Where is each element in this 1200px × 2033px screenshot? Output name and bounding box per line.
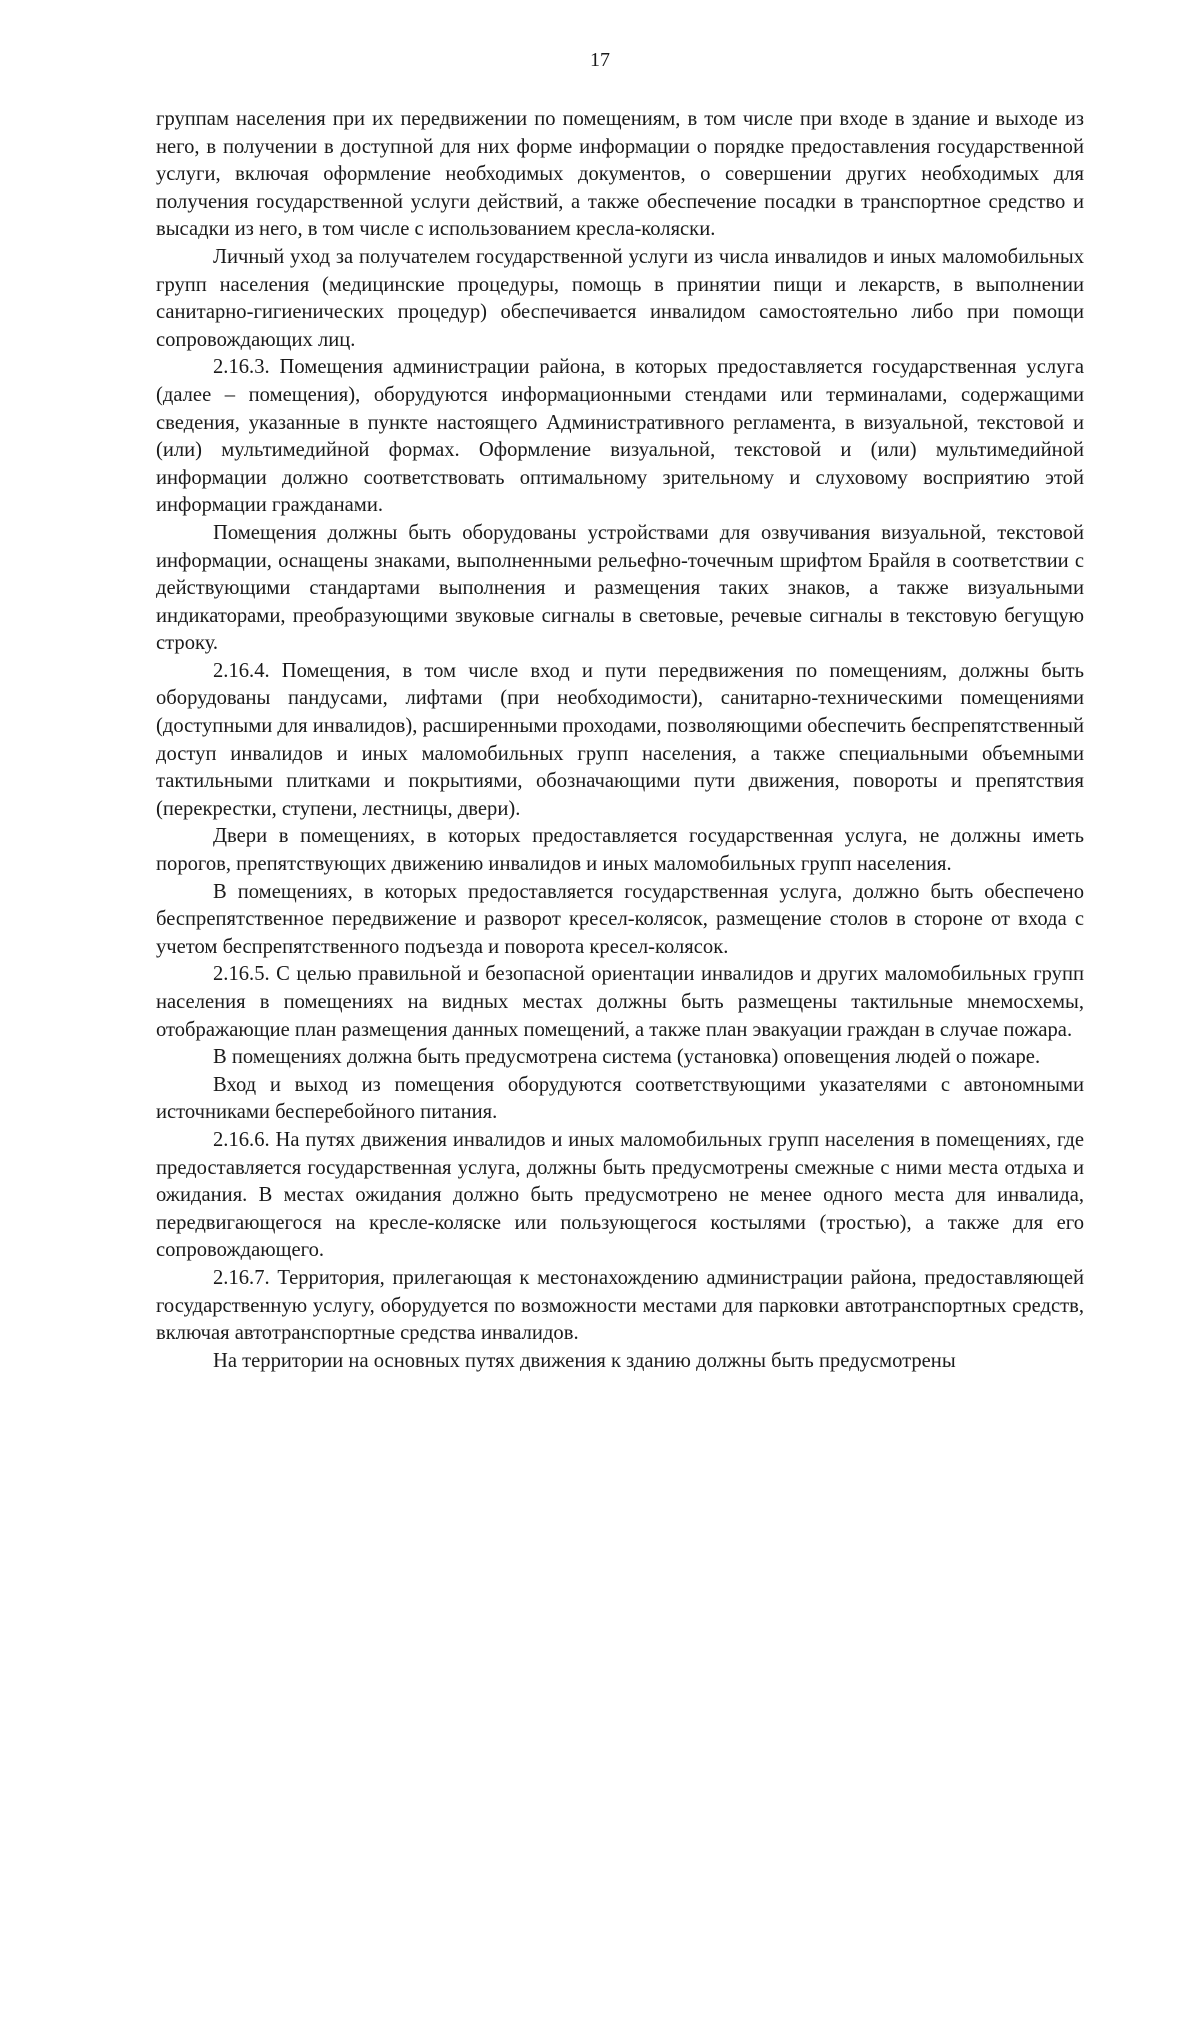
document-body [156, 106, 1084, 1375]
paragraph: 2.16.3. Помещения администрации района, в которых предоставляется государственная услуга (далее – помещения), оборудуются информационными стендами или терминалами, содержащими сведения, указанные в пункте настоящего Административного регламента, в визуальной, текстовой и (или) мультимедийной формах. Оформление визуальной, текстовой и (или) мультимедийной информации должно соответствовать оптимальному зрительному и слуховому восприятию этой информации гражданами. [156, 356, 1084, 517]
paragraph: 2.16.5. С целью правильной и безопасной ориентации инвалидов и других маломобильных групп населения в помещениях на видных местах должны быть размещены тактильные мнемосхемы, отображающие план размещения данных помещений, а также план эвакуации граждан в случае пожара. [156, 963, 1084, 1041]
paragraph: Вход и выход из помещения оборудуются соответствующими указателями с автономными источниками бесперебойного питания. [156, 1073, 1084, 1124]
paragraph: В помещениях должна быть предусмотрена система (установка) оповещения людей о пожаре. [213, 1046, 1041, 1069]
paragraph: Помещения должны быть оборудованы устройствами для озвучивания визуальной, текстовой информации, оснащены знаками, выполненными рельефно-точечным шрифтом Брайля в соответствии с действующими стандартами выполнения и размещения таких знаков, а также визуальными индикаторами, преобразующими звуковые сигналы в световые, речевые сигналы в текстовую бегущую строку. [156, 521, 1084, 655]
page-number: 17 [590, 49, 610, 71]
paragraph: На территории на основных путях движения к зданию должны быть предусмотрены [213, 1349, 956, 1372]
paragraph: Двери в помещениях, в которых предоставляется государственная услуга, не должны иметь порогов, препятствующих движению инвалидов и иных маломобильных групп населения. [156, 825, 1084, 876]
paragraph: 2.16.4. Помещения, в том числе вход и пути передвижения по помещениям, должны быть оборудованы пандусами, лифтами (при необходимости), санитарно-техническими помещениями (доступными для инвалидов), расширенными проходами, позволяющими обеспечить беспрепятственный доступ инвалидов и иных маломобильных групп населения, а также специальными объемными тактильными плитками и покрытиями, обозначающими пути движения, повороты и препятствия (перекрестки, ступени, лестницы, двери). [156, 659, 1084, 820]
paragraph: группам населения при их передвижении по помещениям, в том числе при входе в здание и выходе из него, в получении в доступной для них форме информации о порядке предоставления государственной услуги, включая оформление необходимых документов, о совершении других необходимых для получения государственной услуги действий, а также обеспечение посадки в транспортное средство и высадки из него, в том числе с использованием кресла-коляски. [156, 108, 1084, 241]
paragraph: Личный уход за получателем государственной услуги из числа инвалидов и иных маломобильных групп населения (медицинские процедуры, помощь в принятии пищи и лекарств, в выполнении санитарно-гигиенических процедур) обеспечивается инвалидом самостоятельно либо при помощи сопровождающих лиц. [156, 245, 1084, 351]
paragraph: В помещениях, в которых предоставляется государственная услуга, должно быть обеспечено беспрепятственное передвижение и разворот кресел-колясок, размещение столов в стороне от входа с учетом беспрепятственного подъезда и поворота кресел-колясок. [156, 880, 1084, 958]
paragraph: 2.16.7. Территория, прилегающая к местонахождению администрации района, предоставляющей государственную услугу, оборудуется по возможности местами для парковки автотранспортных средств, включая автотранспортные средства инвалидов. [156, 1266, 1084, 1345]
paragraph: 2.16.6. На путях движения инвалидов и иных маломобильных групп населения в помещениях, где предоставляется государственная услуга, должны быть предусмотрены смежные с ними места отдыха и ожидания. В местах ожидания должно быть предусмотрено не менее одного места для инвалида, передвигающегося на кресле-коляске или пользующегося костылями (тростью), а также для его сопровождающего. [156, 1128, 1084, 1262]
